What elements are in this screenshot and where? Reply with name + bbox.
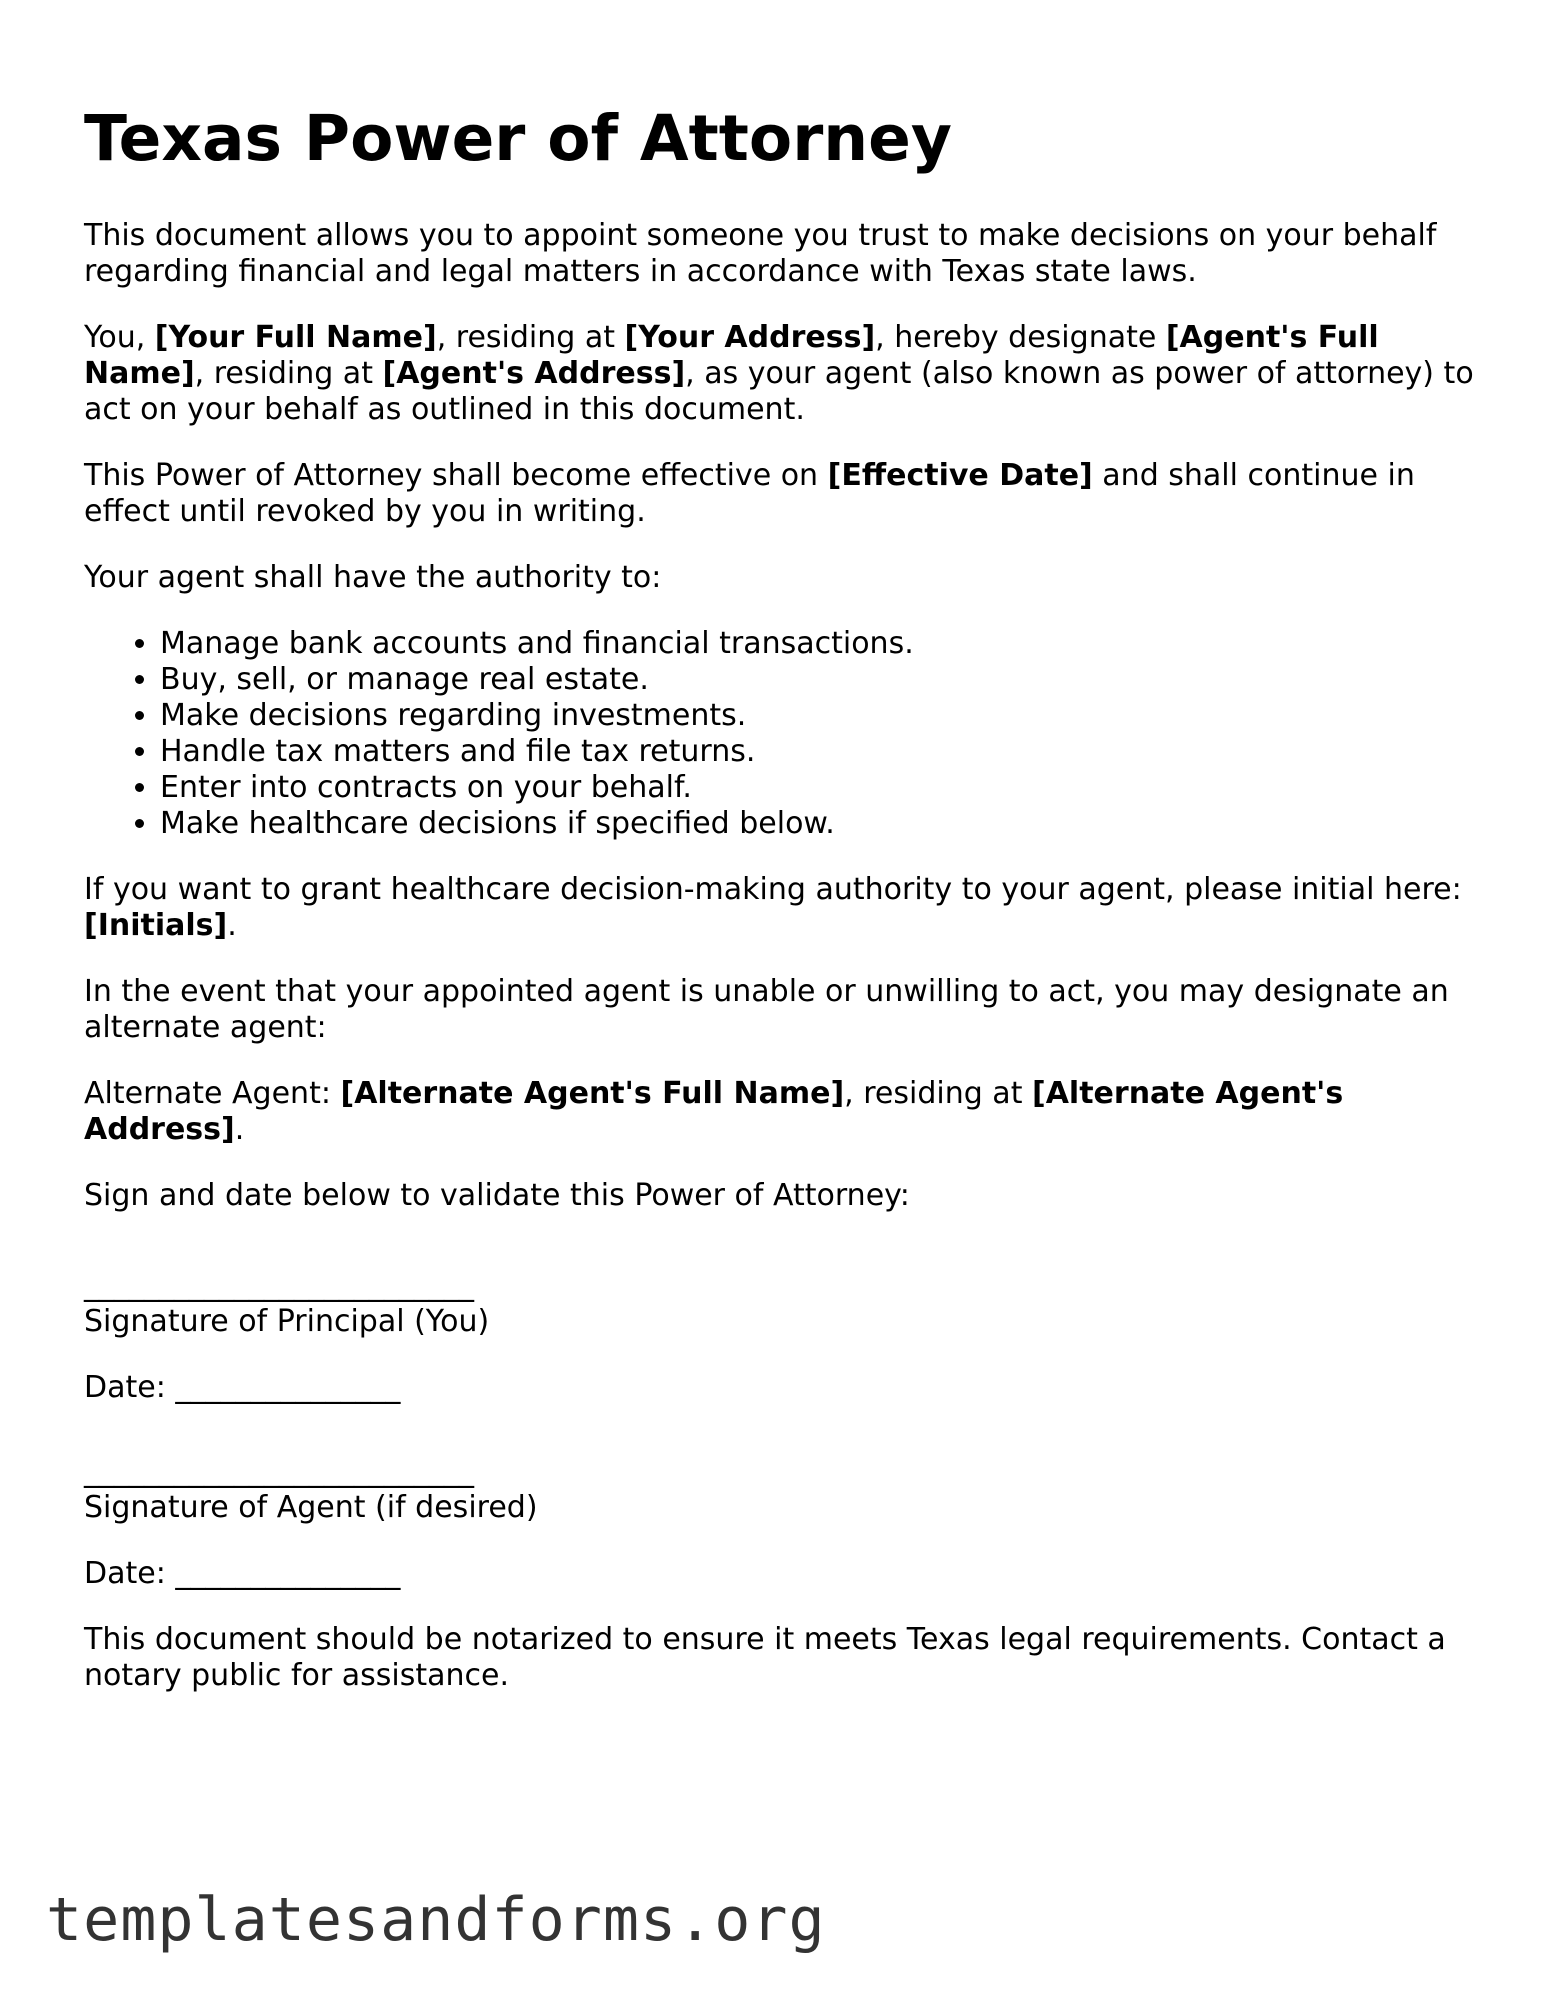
agent-signature-block [84, 1454, 1474, 1592]
initials-placeholder: [Initials] [84, 908, 228, 943]
effective-text: and shall continue in effect until revoked by you in writing. [84, 458, 1415, 529]
sign-intro: Sign and date below to validate this Power of Attorney: [84, 1178, 910, 1213]
alternate-text: . [234, 1112, 245, 1147]
agent-date-field[interactable]: Date: _______________ [84, 1556, 401, 1591]
list-item: • Make decisions regarding investments. [160, 698, 1474, 734]
page-title: Texas Power of Attorney [84, 102, 952, 175]
effective-date-placeholder: [Effective Date] [827, 458, 1093, 493]
designation-text: You, [84, 320, 155, 355]
healthcare-text: . [227, 908, 237, 943]
your-address-placeholder: [Your Address] [624, 320, 876, 355]
alternate-agent-address-placeholder: [Alternate Agent's Address] [84, 1076, 1344, 1147]
agent-signature-line[interactable]: __________________________ [84, 1454, 474, 1489]
list-item: • Handle tax matters and file tax returns. [160, 734, 1474, 770]
alternate-agent-name-placeholder: [Alternate Agent's Full Name] [340, 1076, 845, 1111]
alternate-intro: In the event that your appointed agent is unable or unwilling to act, you may designate an alternate agent: [84, 974, 1449, 1045]
list-item: • Enter into contracts on your behalf. [160, 770, 1474, 806]
designation-text: , hereby designate [875, 320, 1166, 355]
authority-intro: Your agent shall have the authority to: [84, 560, 662, 595]
agent-full-name-placeholder: [Agent's Full Name] [84, 320, 1379, 391]
list-item: • Manage bank accounts and financial transactions. [160, 626, 1474, 662]
authority-list [84, 626, 1474, 842]
agent-signature-label: Signature of Agent (if desired) [84, 1490, 538, 1525]
designation-text: , residing at [194, 356, 383, 391]
list-item: • Buy, sell, or manage real estate. [160, 662, 1474, 698]
alternate-text: , residing at [844, 1076, 1032, 1111]
agent-address-placeholder: [Agent's Address] [382, 356, 686, 391]
effective-text: This Power of Attorney shall become effective on [84, 458, 828, 493]
watermark-logo: templatesandforms.org [46, 1885, 826, 1955]
document-body [84, 100, 1474, 1724]
principal-signature-block [84, 1268, 1474, 1406]
principal-date-field[interactable]: Date: _______________ [84, 1370, 401, 1405]
healthcare-paragraph [84, 872, 1474, 944]
effective-paragraph [84, 458, 1474, 530]
intro-paragraph: This document allows you to appoint someone you trust to make decisions on your behalf regarding financial and legal matters in accordance with Texas state laws. [84, 218, 1437, 289]
designation-text: , residing at [436, 320, 625, 355]
principal-signature-line[interactable]: __________________________ [84, 1268, 474, 1303]
designation-paragraph [84, 320, 1474, 428]
designation-text: , as your agent (also known as power of attorney) to act on your behalf as outlined in this document. [84, 356, 1474, 427]
your-full-name-placeholder: [Your Full Name] [154, 320, 437, 355]
principal-signature-label: Signature of Principal (You) [84, 1304, 490, 1339]
notary-note: This document should be notarized to ensure it meets Texas legal requirements. Contact a notary public for assistance. [84, 1622, 1446, 1693]
list-item: • Make healthcare decisions if specified below. [160, 806, 1474, 842]
alternate-agent-paragraph [84, 1076, 1474, 1148]
healthcare-text: If you want to grant healthcare decision-making authority to your agent, please initial here: [84, 872, 1462, 907]
alternate-text: Alternate Agent: [84, 1076, 341, 1111]
